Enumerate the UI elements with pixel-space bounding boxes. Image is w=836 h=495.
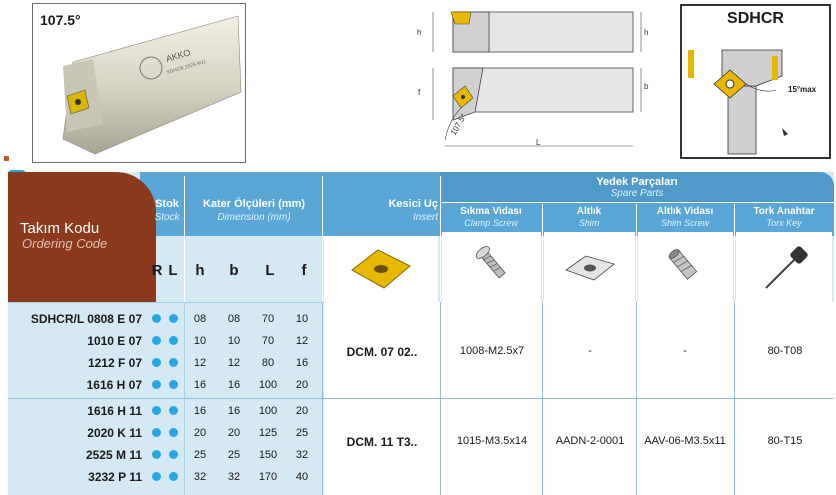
cell-f: 10 — [295, 313, 309, 325]
cell-f: 20 — [295, 379, 309, 391]
cell-b: 32 — [227, 471, 241, 483]
cell-b: 25 — [227, 449, 241, 461]
stock-dot-right — [152, 358, 161, 367]
shim-code: AADN-2-0001 — [555, 435, 625, 447]
dimension-drawing — [405, 0, 665, 160]
stock-dot-right — [152, 336, 161, 345]
cell-b: 10 — [227, 335, 241, 347]
approach-angle-label: 107.5° — [40, 12, 81, 28]
col-L: L — [168, 262, 178, 279]
shim-screw-code: - — [683, 345, 687, 357]
photo-brand: AKKO — [164, 47, 192, 64]
col-f: f — [301, 262, 307, 279]
col-h: h — [195, 262, 205, 279]
insert-code: DCM. 07 02.. — [346, 345, 418, 359]
clamp-screw-icon — [470, 242, 520, 292]
col-b: b — [229, 262, 239, 279]
cell-L: 80 — [261, 357, 275, 369]
insert-tr: Kesici Uç — [388, 198, 438, 210]
cell-b: 16 — [227, 379, 241, 391]
cell-f: 16 — [295, 357, 309, 369]
shim-screw-icon — [660, 242, 710, 292]
cell-L: 100 — [258, 405, 278, 417]
ordering-code: 1616 H 07 — [86, 378, 142, 392]
cell-f: 40 — [295, 471, 309, 483]
cell-h: 32 — [193, 471, 207, 483]
ordering-code: 1616 H 11 — [87, 404, 142, 418]
torx-key-code: 80-T08 — [767, 345, 803, 357]
cell-L: 70 — [261, 313, 275, 325]
cell-b: 20 — [227, 427, 241, 439]
ordering-code: 2020 K 11 — [87, 426, 142, 440]
stock-dot-left — [169, 336, 178, 345]
torx-key-icon — [756, 242, 812, 298]
cell-h: 25 — [193, 449, 207, 461]
stock-dot-left — [169, 358, 178, 367]
dim-angle: 107.5° — [448, 112, 469, 137]
stock-dot-left — [169, 428, 178, 437]
insert-code: DCM. 11 T3.. — [346, 435, 418, 449]
stock-en: Stock — [154, 212, 180, 223]
clamp-screw-tr: Sıkma Vidası — [460, 206, 522, 217]
insert-icon — [346, 244, 416, 294]
clamp-screw-code: 1008-M2.5x7 — [459, 345, 525, 357]
stock-dot-right — [152, 406, 161, 415]
ordering-code: 1212 F 07 — [87, 356, 142, 370]
col-R: R — [151, 262, 163, 279]
ordering-code-tr: Takım Kodu — [20, 220, 100, 237]
spare-parts-en: Spare Parts — [610, 188, 664, 199]
ordering-code: 2525 M 11 — [85, 448, 142, 462]
stock-dot-left — [169, 406, 178, 415]
cell-f: 20 — [295, 405, 309, 417]
stock-dot-right — [152, 428, 161, 437]
stock-dot-left — [169, 472, 178, 481]
dim-L: L — [536, 138, 541, 147]
torx-key-tr: Tork Anahtar — [753, 206, 815, 217]
corner-mark — [4, 156, 9, 161]
col-Lcol: L — [265, 262, 275, 279]
cell-b: 12 — [227, 357, 241, 369]
spare-parts-tr: Yedek Parçaları — [596, 176, 678, 188]
shim-en: Shim — [578, 218, 600, 228]
cell-h: 08 — [193, 313, 207, 325]
cell-b: 16 — [227, 405, 241, 417]
cell-b: 08 — [227, 313, 241, 325]
ordering-code: 3232 P 11 — [88, 470, 142, 484]
cell-L: 170 — [258, 471, 278, 483]
photo-engraving: SDHCR 2525 M11 — [165, 58, 208, 76]
dim-h-left: h — [417, 28, 422, 37]
cell-L: 100 — [258, 379, 278, 391]
cell-h: 20 — [193, 427, 207, 439]
insert-en: Insert — [412, 212, 438, 223]
clamp-screw-code: 1015-M3.5x14 — [456, 435, 528, 447]
clamp-screw-en: Clamp Screw — [464, 218, 518, 228]
torx-key-code: 80-T15 — [767, 435, 803, 447]
stock-dot-left — [169, 450, 178, 459]
cell-f: 25 — [295, 427, 309, 439]
dimension-tr: Kater Ölçüleri (mm) — [202, 198, 306, 210]
stock-tr: Stok — [155, 198, 179, 210]
cell-h: 12 — [193, 357, 207, 369]
cell-L: 150 — [258, 449, 278, 461]
sdhcr-title: SDHCR — [727, 10, 784, 27]
stock-dot-right — [152, 450, 161, 459]
ordering-code: 1010 E 07 — [87, 334, 142, 348]
sdhcr-max-angle: 15°max — [788, 85, 817, 94]
dim-b: b — [644, 82, 649, 91]
stock-dot-right — [152, 472, 161, 481]
shim-tr: Altlık — [576, 206, 602, 217]
sdhcr-diagram — [682, 36, 829, 156]
ordering-code: SDHCR/L 0808 E 07 — [30, 312, 142, 326]
cell-f: 32 — [295, 449, 309, 461]
stock-dot-left — [169, 314, 178, 323]
cell-L: 70 — [261, 335, 275, 347]
cell-h: 10 — [193, 335, 207, 347]
shim-code: - — [588, 345, 592, 357]
stock-dot-left — [169, 380, 178, 389]
stock-dot-right — [152, 380, 161, 389]
cell-h: 16 — [193, 379, 207, 391]
dimension-en: Dimension (mm) — [217, 212, 291, 223]
cell-L: 125 — [258, 427, 278, 439]
shim-screw-code: AAV-06-M3.5x11 — [644, 435, 726, 447]
ordering-code-en: Ordering Code — [22, 236, 108, 251]
shim-screw-tr: Altlık Vidası — [656, 206, 714, 217]
torx-key-en: Torx Key — [766, 218, 802, 228]
shim-icon — [560, 246, 620, 286]
cell-f: 12 — [295, 335, 309, 347]
shim-screw-en: Shim Screw — [660, 218, 709, 228]
stock-dot-right — [152, 314, 161, 323]
cell-h: 16 — [193, 405, 207, 417]
dim-h-right: h — [644, 28, 649, 37]
dim-f: f — [418, 88, 421, 97]
